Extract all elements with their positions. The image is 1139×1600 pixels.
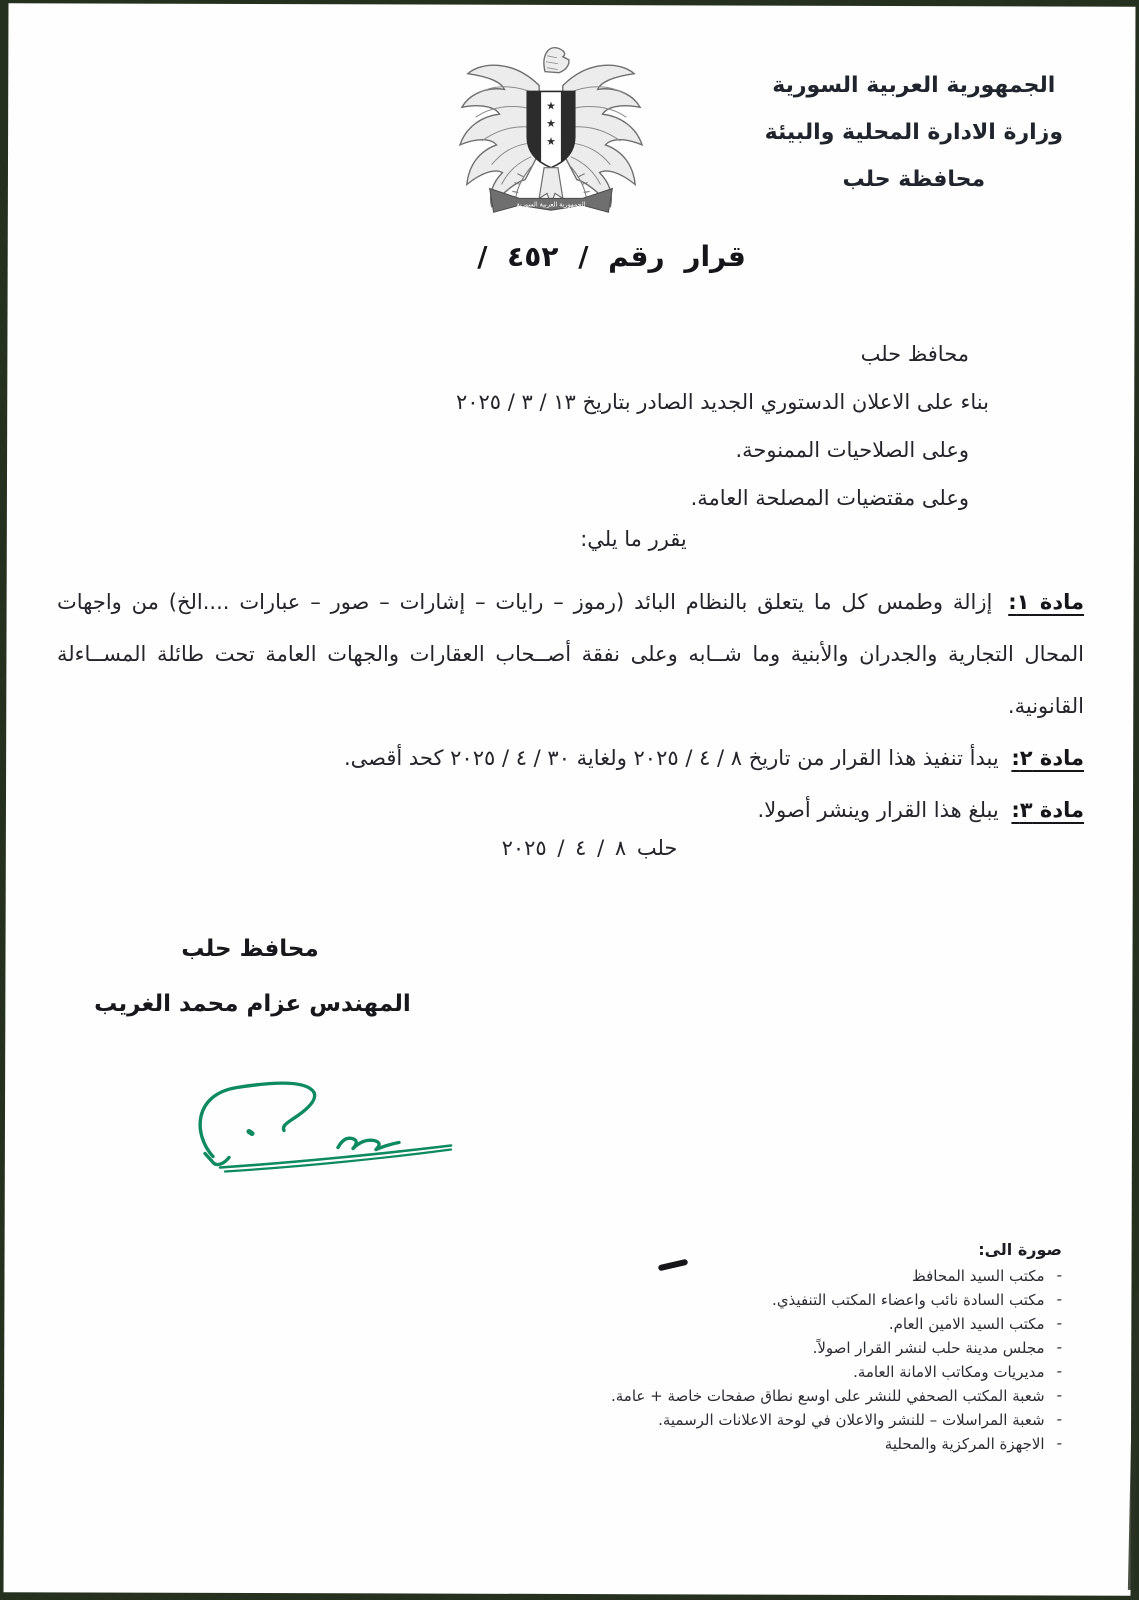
preamble-powers-line: وعلى الصلاحيات الممنوحة. — [735, 438, 969, 462]
article-1-label: مادة ١: — [1008, 590, 1084, 614]
emblem-banner-text: الجمهورية العربية السورية — [516, 200, 586, 209]
syrian-eagle-emblem-icon — [452, 38, 650, 234]
preamble-governor-line: محافظ حلب — [860, 342, 969, 366]
article-3-line: مادة ٣: يبلغ هذا القرار وينشر أصولا. — [757, 798, 1084, 822]
list-item: -الاجهزة المركزية والمحلية — [300, 1432, 1062, 1456]
svg-text:★: ★ — [546, 117, 556, 131]
dash-bullet: - — [1056, 1362, 1062, 1380]
dash-bullet: - — [1056, 1386, 1062, 1404]
dash-bullet: - — [1056, 1338, 1062, 1356]
letterhead-governorate: محافظة حلب — [842, 167, 986, 192]
list-item: -مكتب السيد الامين العام. — [300, 1312, 1062, 1336]
handwritten-signature — [165, 1048, 455, 1178]
list-item: -شعبة المكتب الصحفي للنشر على اوسع نطاق صفحات خاصة + عامة. — [300, 1384, 1062, 1408]
article-3-label: مادة ٣: — [1011, 798, 1084, 822]
preamble-declaration-line: بناء على الاعلان الدستوري الجديد الصادر بتاريخ ١٣ / ٣ / ٢٠٢٥ — [455, 390, 989, 414]
decides-line: يقرر ما يلي: — [580, 527, 687, 551]
letterhead-ministry: وزارة الادارة المحلية والبيئة — [764, 120, 1063, 145]
list-item: -مديريات ومكاتب الامانة العامة. — [300, 1360, 1062, 1384]
distribution-list — [300, 1238, 1062, 1456]
list-item: -مكتب السيد المحافظ — [300, 1264, 1062, 1288]
article-1-line-3: القانونية. — [1007, 694, 1084, 718]
article-1-line-1: مادة ١: إزالة وطمس كل ما يتعلق بالنظام البائد (رموز – رايات – إشارات – صور – عبارات ....الخ) من واجهات — [57, 590, 1084, 614]
article-2-line: مادة ٢: يبدأ تنفيذ هذا القرار من تاريخ ٨ / ٤ / ٢٠٢٥ ولغاية ٣٠ / ٤ / ٢٠٢٥ كحد أقصى. — [343, 746, 1084, 770]
article-2-label: مادة ٢: — [1011, 746, 1084, 770]
dash-bullet: - — [1056, 1410, 1062, 1428]
preamble — [60, 330, 989, 522]
dash-bullet: - — [1056, 1314, 1062, 1332]
list-item: -مجلس مدينة حلب لنشر القرار اصولاً. — [300, 1336, 1062, 1360]
svg-text:★: ★ — [546, 134, 556, 148]
letterhead-country: الجمهورية العربية السورية — [772, 73, 1056, 98]
articles-section — [57, 576, 1084, 836]
distribution-heading: صورة الى: — [978, 1240, 1062, 1259]
list-item: -مكتب السادة نائب واعضاء المكتب التنفيذي. — [300, 1288, 1062, 1312]
letterhead — [765, 62, 1063, 203]
list-item: -شعبة المراسلات – للنشر والاعلان في لوحة الاعلانات الرسمية. — [300, 1408, 1062, 1432]
dash-bullet: - — [1056, 1434, 1062, 1452]
signatory-name: المهندس عزام محمد الغريب — [94, 991, 411, 1017]
article-1-line-2: المحال التجارية والجدران والأبنية وما شــابه وعلى نفقة أصــحاب العقارات والجهات العامة تحت طائلة المســاءلة — [57, 642, 1084, 666]
dash-bullet: - — [1056, 1266, 1062, 1284]
dash-bullet: - — [1056, 1290, 1062, 1308]
city-date-line: حلب ٨ / ٤ / ٢٠٢٥ — [501, 836, 678, 860]
preamble-interest-line: وعلى مقتضيات المصلحة العامة. — [690, 486, 969, 510]
decree-number-line: قرار رقم / ٤٥٢ / — [477, 240, 746, 273]
signatory-title: محافظ حلب — [181, 936, 319, 962]
svg-text:★: ★ — [546, 99, 556, 113]
